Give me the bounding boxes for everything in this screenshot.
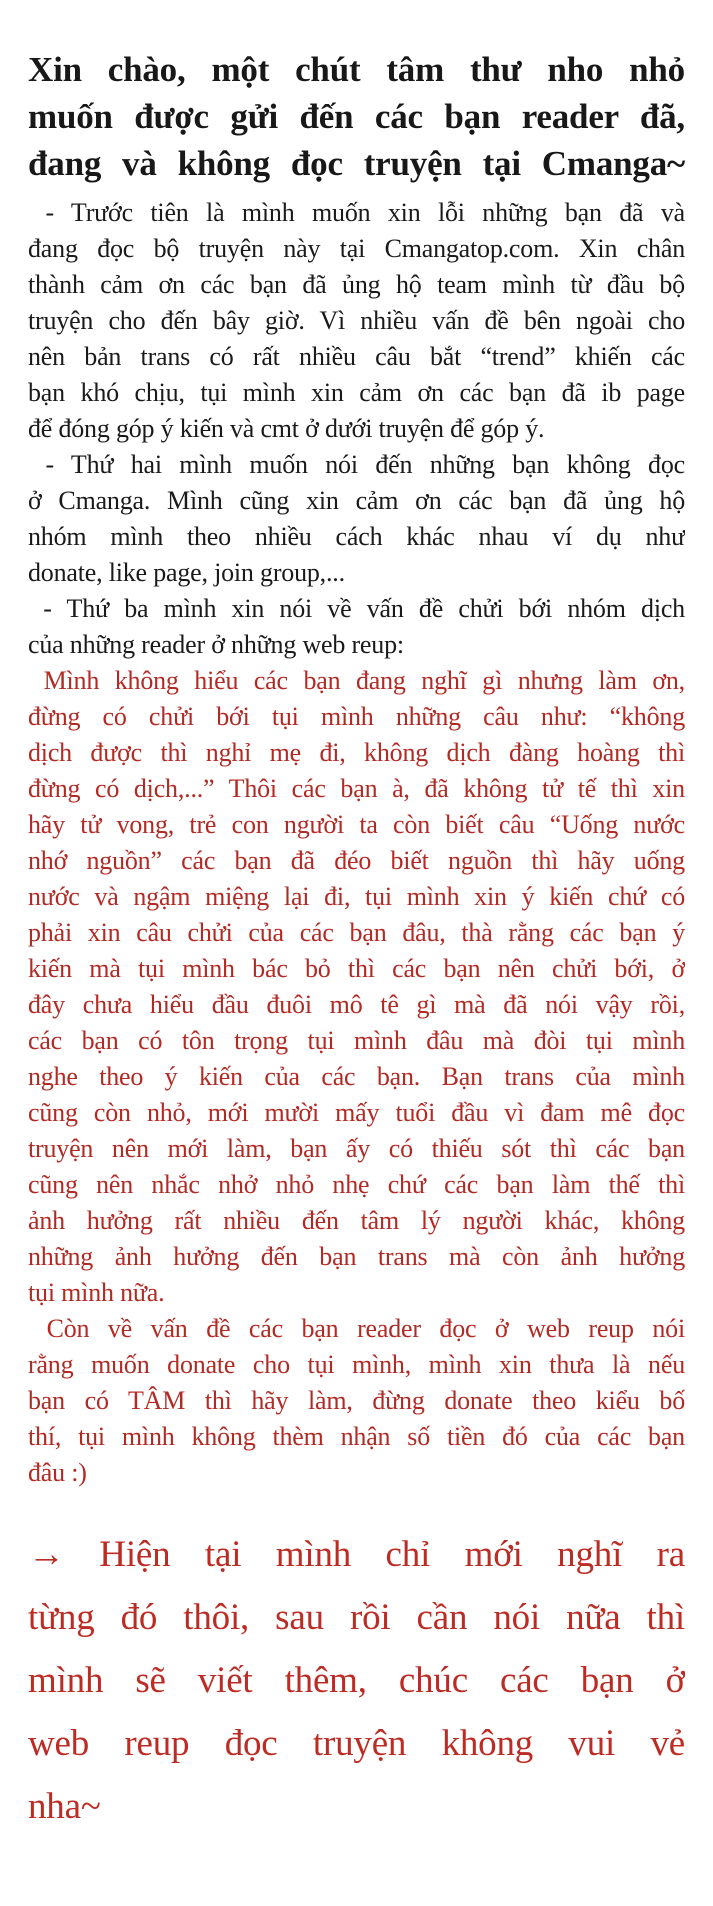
text-line: của những reader ở những web reup: (28, 630, 404, 659)
text-line: đừng có chửi bới tụi mình những câu như: “không (28, 702, 685, 731)
text-line: rằng muốn donate cho tụi mình, mình xin thưa là nếu (28, 1350, 685, 1379)
text-line: phải xin câu chửi của các bạn đâu, thà rằng các bạn ý (28, 918, 685, 947)
text-line: nên bản trans có rất nhiều câu bắt “trend” khiến các (28, 342, 685, 371)
text-line: từng đó thôi, sau rồi cần nói nữa thì (28, 1597, 685, 1638)
text-line: thành cảm ơn các bạn đã ủng hộ team mình từ đầu bộ (28, 270, 685, 299)
text-line: tụi mình nữa. (28, 1278, 165, 1307)
text-line: ảnh hưởng rất nhiều đến tâm lý người khác, không (28, 1206, 685, 1235)
paragraph-thanks (28, 447, 685, 591)
text-line: nước và ngậm miệng lại đi, tụi mình xin ý kiến chứ có (28, 882, 685, 911)
text-line: muốn được gửi đến các bạn reader đã, (28, 97, 685, 136)
text-line: web reup đọc truyện không vui vẻ (28, 1723, 685, 1764)
text-line: nhớ nguồn” các bạn đã đéo biết nguồn thì hãy uống (28, 846, 685, 875)
text-line: → Hiện tại mình chỉ mới nghĩ ra (28, 1534, 685, 1575)
text-line: nha~ (28, 1786, 101, 1827)
text-line: thí, tụi mình không thèm nhận số tiền đó của các bạn (28, 1422, 685, 1451)
text-line: Còn về vấn đề các bạn reader đọc ở web reup nói (28, 1314, 685, 1343)
letter-heading (28, 46, 685, 187)
paragraph-rant (28, 663, 685, 1311)
text-line: bạn khó chịu, tụi mình xin cảm ơn các bạn đã ib page (28, 378, 685, 407)
text-line: truyện nên mới làm, bạn ấy có thiếu sót thì các bạn (28, 1134, 685, 1163)
text-line: những ảnh hưởng đến bạn trans mà còn ảnh hưởng (28, 1242, 685, 1271)
text-line: đang đọc bộ truyện này tại Cmangatop.com. Xin chân (28, 234, 685, 263)
text-line: - Trước tiên là mình muốn xin lỗi những bạn đã và (28, 198, 685, 227)
text-line: cũng nên nhắc nhở nhỏ nhẹ chứ các bạn làm thế thì (28, 1170, 685, 1199)
text-line: hãy tử vong, trẻ con người ta còn biết câu “Uống nước (28, 810, 685, 839)
text-line: nghe theo ý kiến của các bạn. Bạn trans của mình (28, 1062, 685, 1091)
text-line: kiến mà tụi mình bác bỏ thì các bạn nên chửi bới, ở (28, 954, 685, 983)
paragraph-donate (28, 1311, 685, 1491)
text-line: truyện cho đến bây giờ. Vì nhiều vấn đề bên ngoài cho (28, 306, 685, 335)
text-line: đừng có dịch,...” Thôi các bạn à, đã không tử tế thì xin (28, 774, 685, 803)
text-line: - Thứ ba mình xin nói về vấn đề chửi bới nhóm dịch (28, 594, 685, 623)
text-line: dịch được thì nghỉ mẹ đi, không dịch đàng hoàng thì (28, 738, 685, 767)
paragraph-apology (28, 195, 685, 447)
text-line: - Thứ hai mình muốn nói đến những bạn không đọc (28, 450, 685, 479)
paragraph-issue (28, 591, 685, 663)
text-line: donate, like page, join group,... (28, 558, 345, 587)
text-line: bạn có TÂM thì hãy làm, đừng donate theo kiểu bố (28, 1386, 685, 1415)
text-line: đây chưa hiểu đầu đuôi mô tê gì mà đã nói vậy rồi, (28, 990, 685, 1019)
text-line: Xin chào, một chút tâm thư nho nhỏ (28, 50, 685, 89)
text-line: để đóng góp ý kiến và cmt ở dưới truyện để góp ý. (28, 414, 545, 443)
text-line: đang và không đọc truyện tại Cmanga~ (28, 144, 685, 183)
text-line: các bạn có tôn trọng tụi mình đâu mà đòi tụi mình (28, 1026, 685, 1055)
text-line: Mình không hiểu các bạn đang nghĩ gì nhưng làm ơn, (28, 666, 685, 695)
text-line: cũng còn nhỏ, mới mười mấy tuổi đầu vì đam mê đọc (28, 1098, 685, 1127)
closing-message (28, 1523, 685, 1838)
text-line: ở Cmanga. Mình cũng xin cảm ơn các bạn đã ủng hộ (28, 486, 685, 515)
text-line: mình sẽ viết thêm, chúc các bạn ở (28, 1660, 685, 1701)
text-line: đâu :) (28, 1458, 87, 1487)
text-line: nhóm mình theo nhiều cách khác nhau ví dụ như (28, 522, 685, 551)
